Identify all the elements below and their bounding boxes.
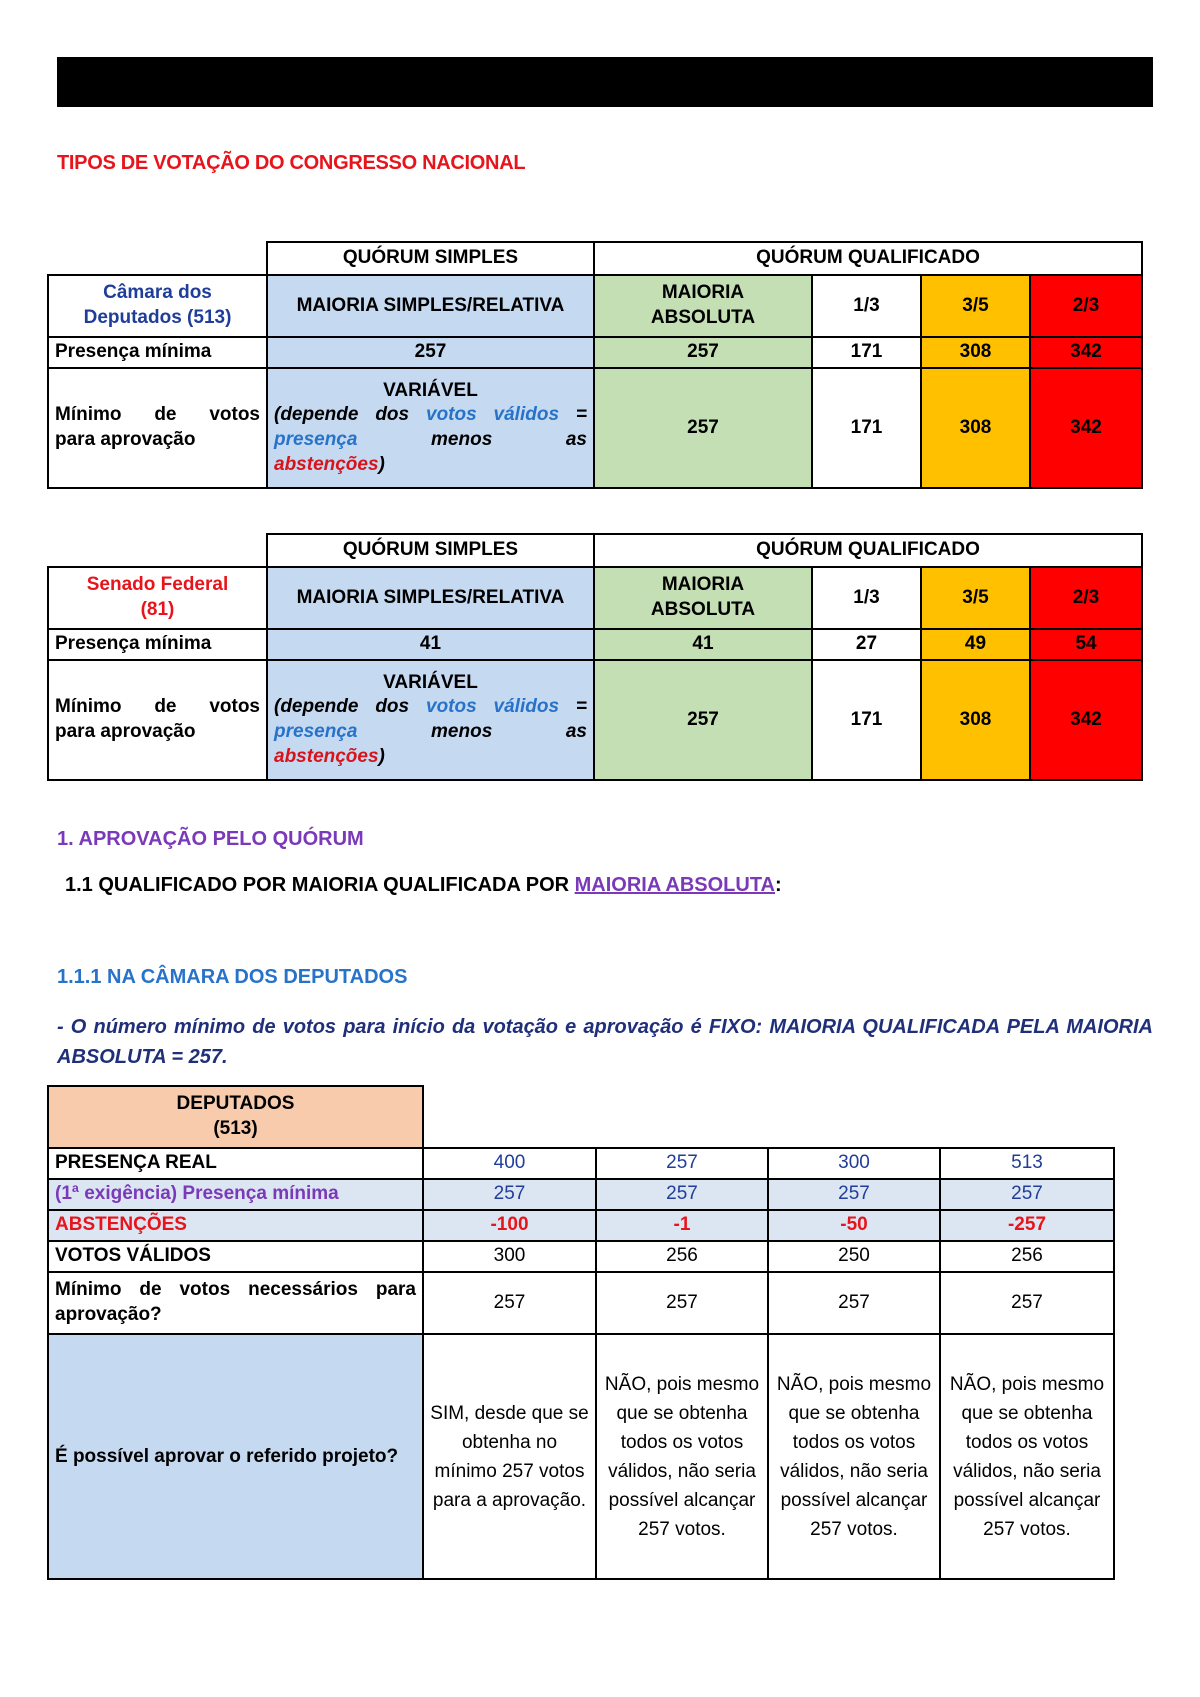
row-label-presenca-minima: (1ª exigência) Presença mínima — [48, 1179, 423, 1210]
presence-label: Presença mínima — [48, 337, 267, 368]
header-quorum-simples: QUÓRUM SIMPLES — [267, 534, 594, 567]
minimo-votos-value: 257 — [940, 1272, 1114, 1334]
votos-validos-value: 250 — [768, 1241, 940, 1272]
presence-value: 257 — [594, 337, 812, 368]
votos-validos-value: 256 — [940, 1241, 1114, 1272]
table-deputados — [47, 1085, 1115, 1580]
deputados-header: DEPUTADOS (513) — [48, 1086, 423, 1148]
minimo-votos-value: 257 — [423, 1272, 596, 1334]
table-camara — [47, 241, 1143, 489]
variable-cell: VARIÁVEL (depende dos votos válidos = presença menos as abstenções) — [267, 660, 594, 780]
minimo-votos-value: 257 — [596, 1272, 768, 1334]
min-votes-value: 308 — [921, 660, 1030, 780]
col-maioria-simples: MAIORIA SIMPLES/RELATIVA — [267, 275, 594, 337]
minimo-votos-value: 257 — [768, 1272, 940, 1334]
presence-value: 27 — [812, 629, 921, 660]
min-votes-value: 171 — [812, 368, 921, 488]
presence-value: 49 — [921, 629, 1030, 660]
section-heading-1-1: 1.1 QUALIFICADO POR MAIORIA QUALIFICADA POR MAIORIA ABSOLUTA: — [65, 874, 782, 896]
votos-validos-value: 300 — [423, 1241, 596, 1272]
min-votes-value: 171 — [812, 660, 921, 780]
header-quorum-simples: QUÓRUM SIMPLES — [267, 242, 594, 275]
possivel-aprovar-answer: NÃO, pois mesmo que se obtenha todos os votos válidos, não seria possível alcançar 257 votos. — [940, 1334, 1114, 1579]
rule-paragraph: - O número mínimo de votos para início da votação e aprovação é FIXO: MAIORIA QUALIFICADA PELA MAIORIA ABSOLUTA = 257. — [57, 1016, 1153, 1068]
table-senado — [47, 533, 1143, 781]
possivel-aprovar-answer: NÃO, pois mesmo que se obtenha todos os votos válidos, não seria possível alcançar 257 votos. — [596, 1334, 768, 1579]
page-title: TIPOS DE VOTAÇÃO DO CONGRESSO NACIONAL — [57, 152, 526, 174]
header-quorum-qualificado: QUÓRUM QUALIFICADO — [594, 534, 1142, 567]
house-name: Câmara dos Deputados (513) — [48, 275, 267, 337]
row-label-possivel-aprovar: É possível aprovar o referido projeto? — [48, 1334, 423, 1579]
col-one-third: 1/3 — [812, 275, 921, 337]
presence-value: 308 — [921, 337, 1030, 368]
presence-value: 41 — [267, 629, 594, 660]
presenca-real-value: 513 — [940, 1148, 1114, 1179]
col-two-thirds: 2/3 — [1030, 567, 1142, 629]
presenca-minima-value: 257 — [768, 1179, 940, 1210]
col-two-thirds: 2/3 — [1030, 275, 1142, 337]
min-votes-value: 257 — [594, 660, 812, 780]
presence-value: 342 — [1030, 337, 1142, 368]
presence-value: 41 — [594, 629, 812, 660]
presence-value: 171 — [812, 337, 921, 368]
presence-value: 257 — [267, 337, 594, 368]
house-name: Senado Federal (81) — [48, 567, 267, 629]
col-maioria-absoluta: MAIORIA ABSOLUTA — [594, 275, 812, 337]
col-three-fifths: 3/5 — [921, 567, 1030, 629]
row-label-abstencoes: ABSTENÇÕES — [48, 1210, 423, 1241]
section-heading-1: 1. APROVAÇÃO PELO QUÓRUM — [57, 828, 364, 850]
row-label-presenca-real: PRESENÇA REAL — [48, 1148, 423, 1179]
abstencoes-value: -50 — [768, 1210, 940, 1241]
possivel-aprovar-answer: SIM, desde que se obtenha no mínimo 257 votos para a aprovação. — [423, 1334, 596, 1579]
min-votes-label: Mínimo de votos para aprovação — [48, 368, 267, 488]
abstencoes-value: -100 — [423, 1210, 596, 1241]
presenca-real-value: 257 — [596, 1148, 768, 1179]
col-three-fifths: 3/5 — [921, 275, 1030, 337]
min-votes-label: Mínimo de votos para aprovação — [48, 660, 267, 780]
presence-value: 54 — [1030, 629, 1142, 660]
abstencoes-value: -257 — [940, 1210, 1114, 1241]
row-label-minimo-votos: Mínimo de votos necessários para aprovação? — [48, 1272, 423, 1334]
col-maioria-simples: MAIORIA SIMPLES/RELATIVA — [267, 567, 594, 629]
presenca-real-value: 300 — [768, 1148, 940, 1179]
row-label-votos-validos: VOTOS VÁLIDOS — [48, 1241, 423, 1272]
presenca-real-value: 400 — [423, 1148, 596, 1179]
presenca-minima-value: 257 — [596, 1179, 768, 1210]
col-one-third: 1/3 — [812, 567, 921, 629]
section-heading-1-1-1: 1.1.1 NA CÂMARA DOS DEPUTADOS — [57, 966, 408, 988]
min-votes-value: 342 — [1030, 368, 1142, 488]
presence-label: Presença mínima — [48, 629, 267, 660]
variable-cell: VARIÁVEL (depende dos votos válidos = presença menos as abstenções) — [267, 368, 594, 488]
header-black-bar — [57, 57, 1153, 107]
min-votes-value: 308 — [921, 368, 1030, 488]
abstencoes-value: -1 — [596, 1210, 768, 1241]
min-votes-value: 342 — [1030, 660, 1142, 780]
presenca-minima-value: 257 — [423, 1179, 596, 1210]
header-quorum-qualificado: QUÓRUM QUALIFICADO — [594, 242, 1142, 275]
maioria-absoluta-link[interactable]: MAIORIA ABSOLUTA — [574, 874, 775, 896]
presenca-minima-value: 257 — [940, 1179, 1114, 1210]
votos-validos-value: 256 — [596, 1241, 768, 1272]
col-maioria-absoluta: MAIORIA ABSOLUTA — [594, 567, 812, 629]
possivel-aprovar-answer: NÃO, pois mesmo que se obtenha todos os votos válidos, não seria possível alcançar 257 votos. — [768, 1334, 940, 1579]
min-votes-value: 257 — [594, 368, 812, 488]
